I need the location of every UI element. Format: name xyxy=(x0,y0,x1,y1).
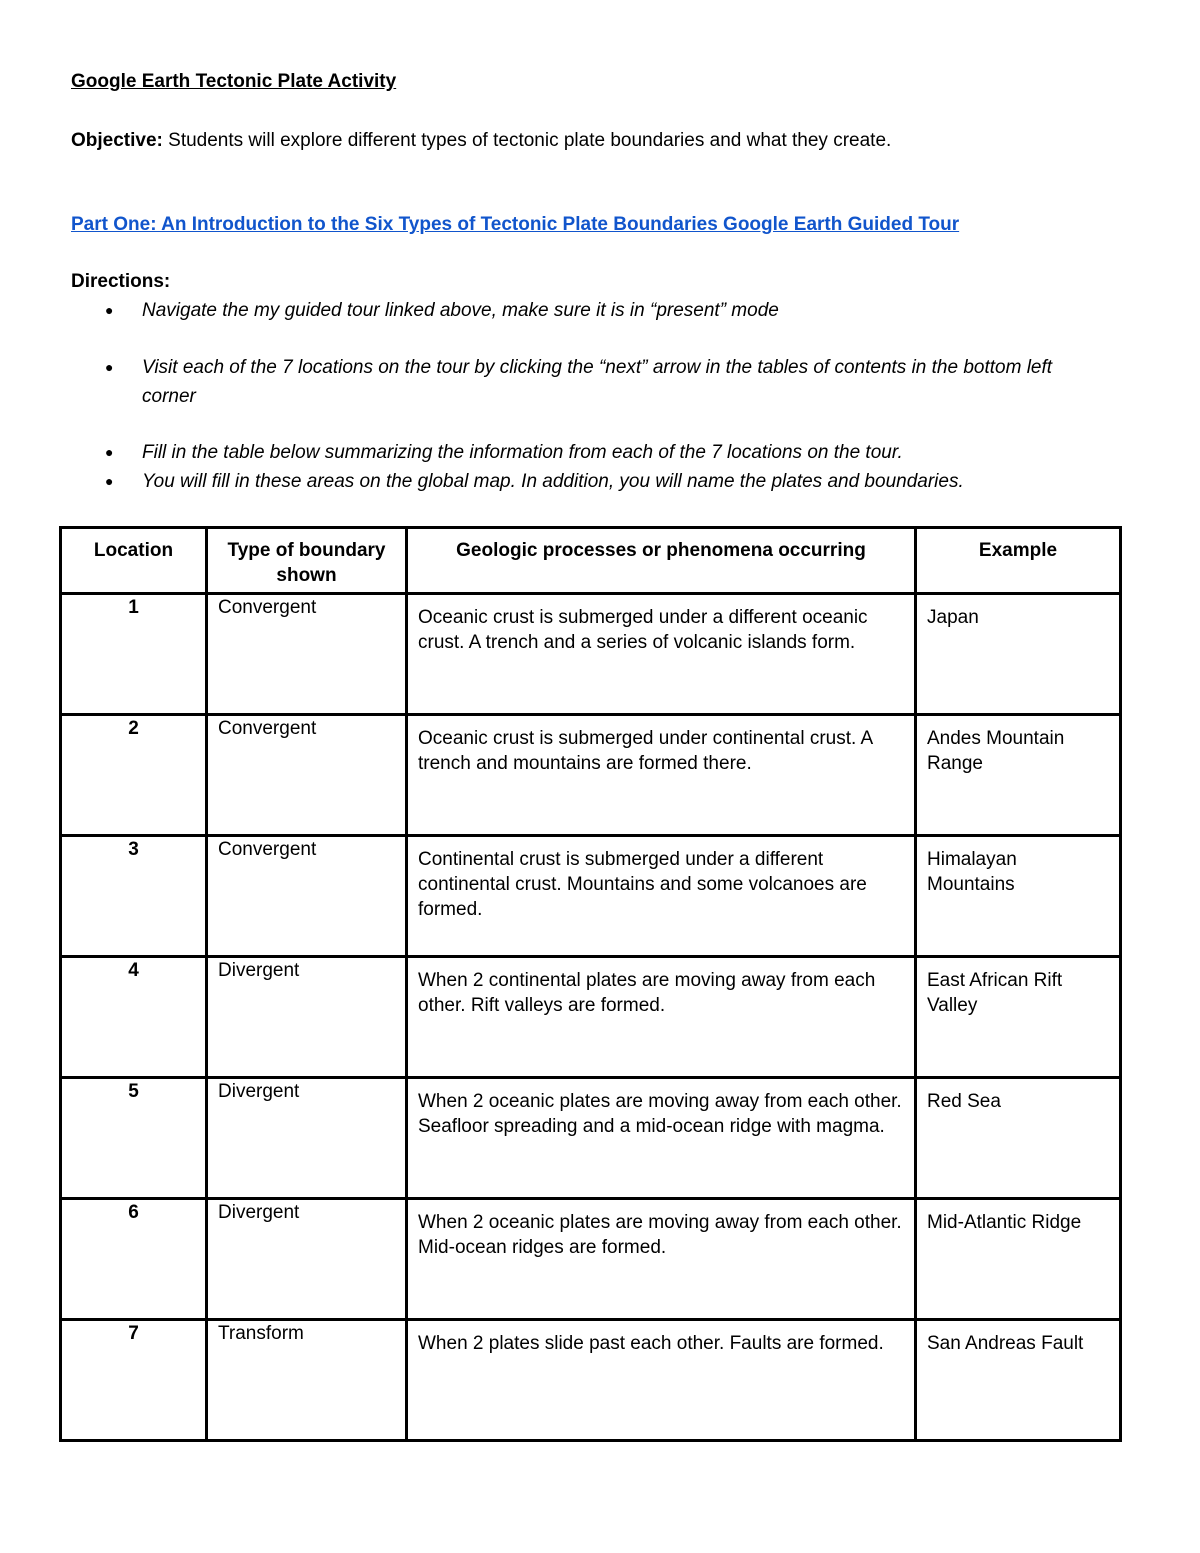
boundary-type-cell: Divergent xyxy=(207,1199,407,1320)
location-cell: 6 xyxy=(61,1199,207,1320)
table-row xyxy=(61,1078,1121,1199)
header-location: Location xyxy=(61,528,207,594)
objective-label: Objective: xyxy=(71,130,163,151)
boundary-type-cell: Convergent xyxy=(207,715,407,836)
boundary-type-cell: Convergent xyxy=(207,594,407,715)
page-title: Google Earth Tectonic Plate Activity xyxy=(71,71,397,92)
process-cell: Oceanic crust is submerged under continental crust. A trench and mountains are formed there. xyxy=(407,715,916,836)
table-row xyxy=(61,1199,1121,1320)
location-cell: 3 xyxy=(61,836,207,957)
example-cell: Mid-Atlantic Ridge xyxy=(916,1199,1121,1320)
guided-tour-link[interactable]: Part One: An Introduction to the Six Types of Tectonic Plate Boundaries Google Earth Guided Tour xyxy=(71,214,960,235)
table-row xyxy=(61,715,1121,836)
example-cell: East African Rift Valley xyxy=(916,957,1121,1078)
boundary-type-cell: Divergent xyxy=(207,957,407,1078)
directions-item-text: Navigate the my guided tour linked above, make sure it is in “present” mode xyxy=(142,300,779,321)
objective-text: Students will explore different types of tectonic plate boundaries and what they create. xyxy=(162,130,892,151)
example-cell: Himalayan Mountains xyxy=(916,836,1121,957)
header-processes: Geologic processes or phenomena occurring xyxy=(407,528,916,594)
location-cell: 7 xyxy=(61,1320,207,1441)
example-cell: Andes Mountain Range xyxy=(916,715,1121,836)
example-cell: San Andreas Fault xyxy=(916,1320,1121,1441)
process-cell: When 2 continental plates are moving away from each other. Rift valleys are formed. xyxy=(407,957,916,1078)
location-cell: 2 xyxy=(61,715,207,836)
example-cell: Red Sea xyxy=(916,1078,1121,1199)
location-cell: 1 xyxy=(61,594,207,715)
directions-item-text: Fill in the table below summarizing the information from each of the 7 locations on the tour. xyxy=(142,442,903,463)
bullet-icon: ● xyxy=(105,302,114,318)
location-cell: 5 xyxy=(61,1078,207,1199)
boundary-type-cell: Convergent xyxy=(207,836,407,957)
process-cell: Continental crust is submerged under a different continental crust. Mountains and some volcanoes are formed. xyxy=(407,836,916,957)
table-row xyxy=(61,957,1121,1078)
process-cell: Oceanic crust is submerged under a different oceanic crust. A trench and a series of volcanic islands form. xyxy=(407,594,916,715)
header-example: Example xyxy=(916,528,1121,594)
bullet-icon: ● xyxy=(105,444,114,460)
process-cell: When 2 plates slide past each other. Faults are formed. xyxy=(407,1320,916,1441)
table-row xyxy=(61,594,1121,715)
header-boundary-type: Type of boundary shown xyxy=(207,528,407,594)
process-cell: When 2 oceanic plates are moving away from each other. Mid-ocean ridges are formed. xyxy=(407,1199,916,1320)
location-cell: 4 xyxy=(61,957,207,1078)
directions-label: Directions: xyxy=(71,271,171,292)
boundary-table xyxy=(59,526,1122,1442)
directions-item-text: Visit each of the 7 locations on the tour by clicking the “next” arrow in the tables of contents in the bottom left corner xyxy=(142,357,1053,407)
directions-item-text: You will fill in these areas on the global map. In addition, you will name the plates and boundaries. xyxy=(142,471,964,492)
bullet-icon: ● xyxy=(105,359,114,375)
boundary-type-cell: Transform xyxy=(207,1320,407,1441)
boundary-type-cell: Divergent xyxy=(207,1078,407,1199)
process-cell: When 2 oceanic plates are moving away from each other. Seafloor spreading and a mid-ocean ridge with magma. xyxy=(407,1078,916,1199)
table-header-row xyxy=(61,528,1121,594)
example-cell: Japan xyxy=(916,594,1121,715)
table-row xyxy=(61,1320,1121,1441)
bullet-icon: ● xyxy=(105,473,114,489)
objective-line xyxy=(71,130,891,152)
table-row xyxy=(61,836,1121,957)
